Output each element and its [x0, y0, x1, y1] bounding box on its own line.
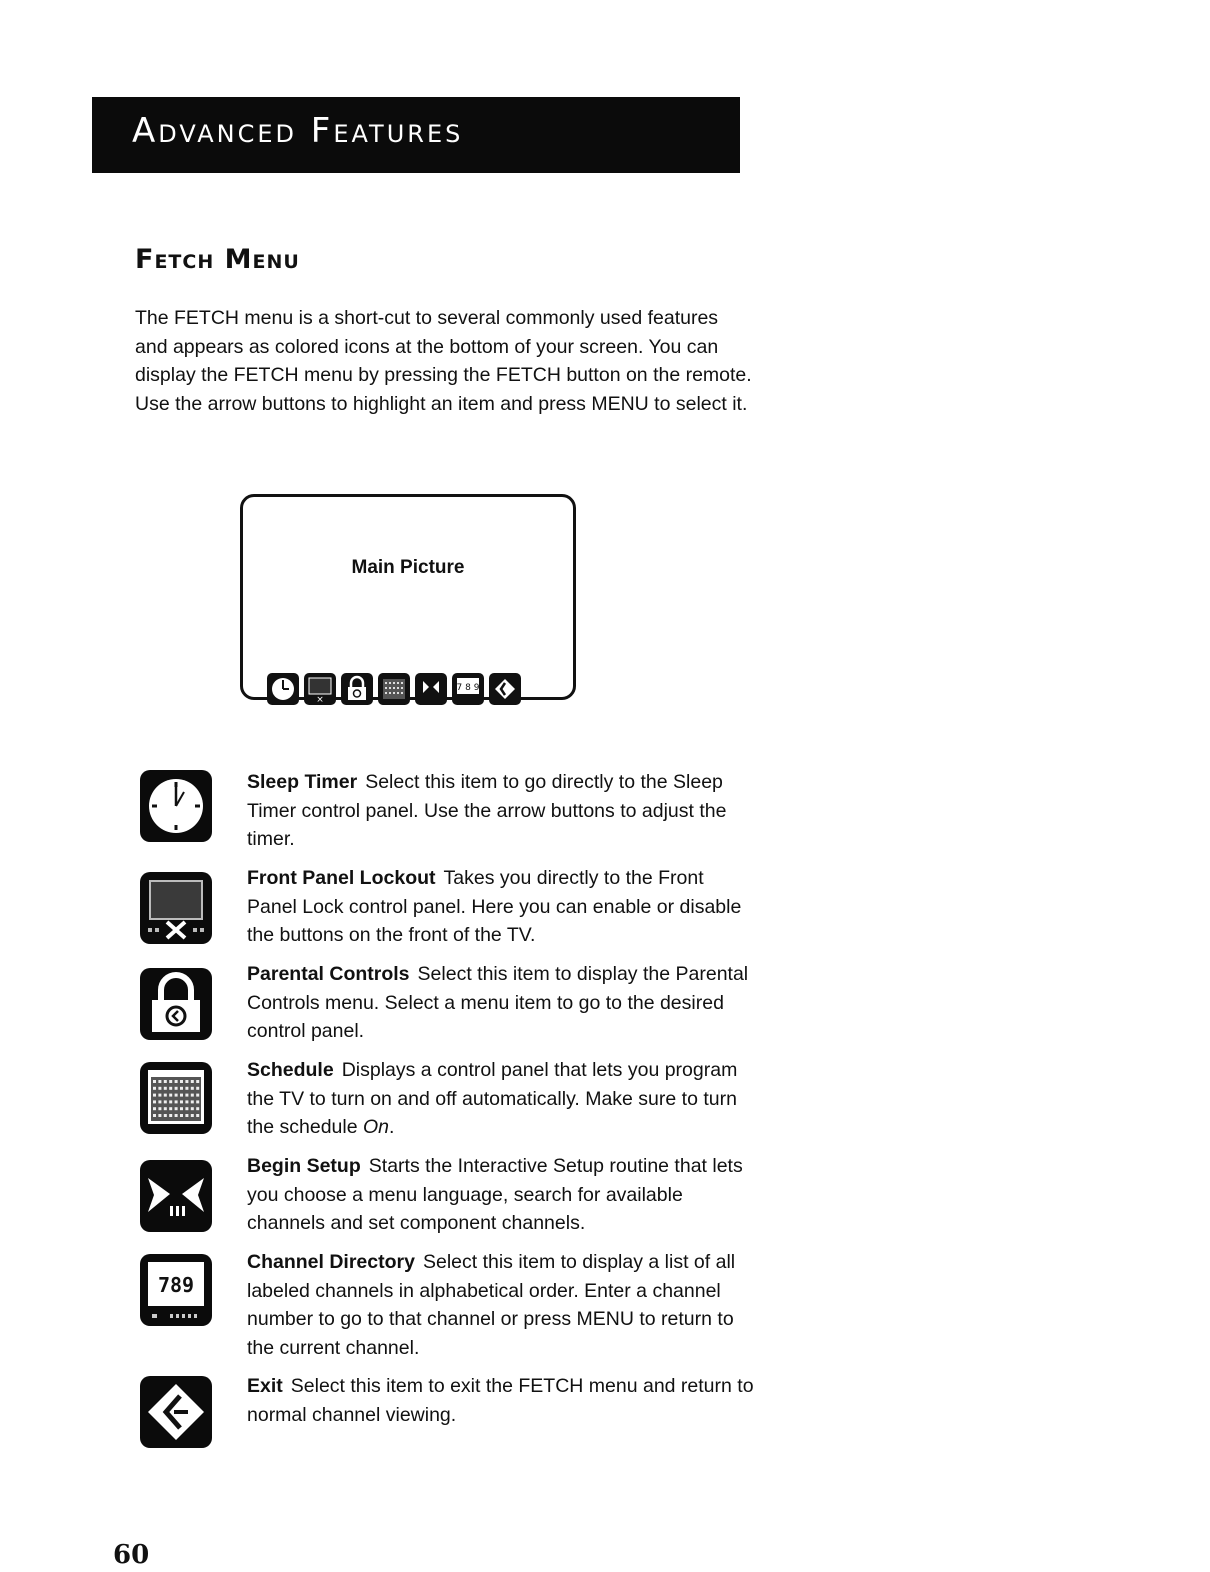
feature-begin-setup — [247, 1152, 757, 1238]
feature-description-emphasis: On — [363, 1116, 390, 1138]
feature-name: Schedule — [247, 1059, 334, 1081]
exit-icon — [140, 1376, 212, 1448]
channel-directory-icon — [140, 1254, 212, 1326]
feature-name: Exit — [247, 1375, 283, 1397]
main-picture-label: Main Picture — [351, 557, 465, 578]
channel-directory-digits: 789 — [157, 1273, 195, 1297]
feature-exit — [247, 1372, 757, 1429]
feature-description: Displays a control panel that lets you program the TV to turn on and off automatically. Make sure to turn the schedule — [247, 1059, 738, 1138]
padlock-icon — [140, 968, 212, 1040]
feature-sleep-timer — [247, 768, 757, 854]
feature-name: Sleep Timer — [247, 771, 358, 793]
feature-name: Begin Setup — [247, 1155, 361, 1177]
clock-icon — [140, 770, 212, 842]
setup-arrows-icon — [140, 1160, 212, 1232]
tv-lock-icon — [140, 872, 212, 944]
feature-name: Front Panel Lockout — [247, 867, 436, 889]
feature-schedule — [247, 1056, 757, 1142]
feature-parental-controls — [247, 960, 757, 1046]
calendar-icon — [140, 1062, 212, 1134]
feature-description: Select this item to display a list of all labeled channels in alphabetical order. Enter a channel number to go to that channel or press MENU to return to the current channel. — [247, 1251, 736, 1359]
section-title: Fetch Menu — [135, 244, 300, 275]
page-number: 60 — [113, 1540, 150, 1570]
intro-paragraph: The FETCH menu is a short-cut to several commonly used features and appears as colored icons at the bottom of your screen. You can display the FETCH menu by pressing the FETCH button on the remote. Use the arrow buttons to highlight an item and press MENU to select it. — [135, 307, 752, 415]
svg-text:×: × — [316, 695, 324, 705]
feature-name: Channel Directory — [247, 1251, 415, 1273]
svg-text:7 8 9: 7 8 9 — [456, 683, 480, 693]
feature-description: Select this item to exit the FETCH menu and return to normal channel viewing. — [247, 1375, 754, 1426]
feature-name: Parental Controls — [247, 963, 410, 985]
feature-description: Select this item to go directly to the Sleep Timer control panel. Use the arrow buttons to adjust the timer. — [247, 771, 727, 850]
chapter-title: Advanced Features — [132, 111, 464, 151]
feature-description: Select this item to display the Parental Controls menu. Select a menu item to go to the desired control panel. — [247, 963, 749, 1042]
feature-description: Takes you directly to the Front Panel Lock control panel. Here you can enable or disable the buttons on the front of the TV. — [247, 867, 742, 946]
feature-channel-directory — [247, 1248, 757, 1362]
feature-description-end: . — [389, 1116, 395, 1138]
feature-front-panel-lockout — [247, 864, 757, 950]
feature-description: Starts the Interactive Setup routine that lets you choose a menu language, search for available channels and set component channels. — [247, 1155, 743, 1234]
